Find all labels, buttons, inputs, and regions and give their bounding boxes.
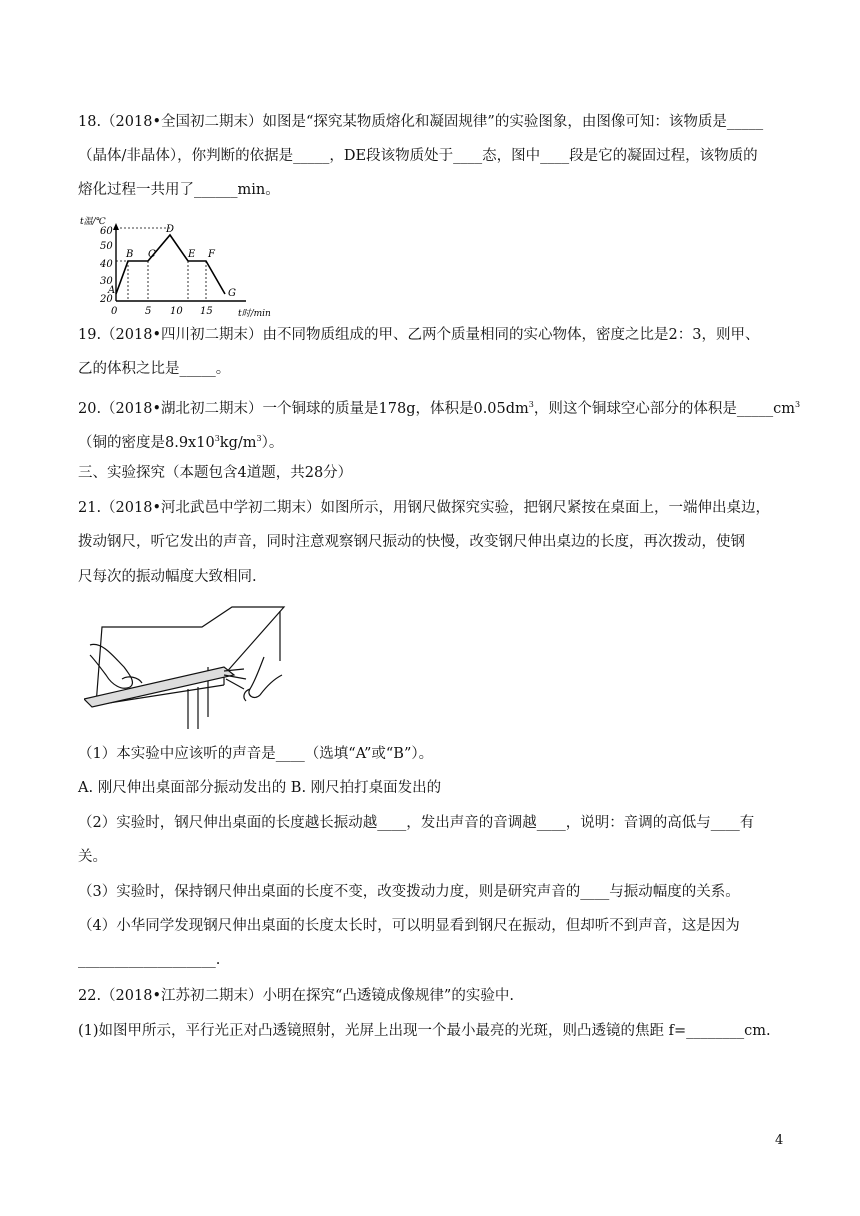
q18-line3: 熔化过程一共用了______min。 (78, 182, 280, 198)
q20-line2-text-c: ）。 (261, 434, 284, 451)
q20-line1 (78, 395, 800, 419)
point-label-a: A (108, 285, 116, 296)
temperature-curve (116, 235, 225, 294)
q19-line1: 19.（2018•四川初二期末）由不同物质组成的甲、乙两个质量相同的实心物体，密度之比是2：3，则甲、 (78, 327, 760, 343)
q22-sub1: (1)如图甲所示，平行光正对凸透镜照射，光屏上出现一个最小最亮的光斑，则凸透镜的焦距 f=________cm. (78, 1023, 771, 1039)
q22-line1: 22.（2018•江苏初二期末）小明在探究“凸透镜成像规律”的实验中. (78, 988, 514, 1004)
q20-sup-4: 3 (256, 434, 262, 443)
q20-sup-3: 3 (214, 434, 220, 443)
q21-line1: 21.（2018•河北武邑中学初二期末）如图所示，用钢尺做探究实验，把钢尺紧按在桌面上，一端伸出桌边， (78, 500, 771, 516)
point-label-d: D (166, 224, 175, 235)
q20-line2-text-b: kg/m (219, 434, 257, 451)
y-tick-30: 30 (100, 276, 113, 287)
y-tick-40: 40 (100, 259, 113, 270)
q21-sub3: （3）实验时，保持钢尺伸出桌面的长度不变，改变拨动力度，则是研究声音的____与振动幅度的关系。 (78, 884, 740, 900)
ruler-experiment-figure (84, 605, 290, 729)
q18-line1: 18.（2018•全国初二期末）如图是“探究某物质熔化和凝固规律”的实验图象，由图像可知：该物质是_____ (78, 114, 764, 130)
q20-sup-1: 3 (528, 400, 534, 409)
x-tick-10: 10 (170, 306, 183, 317)
x-tick-5: 5 (145, 306, 152, 317)
q19-line2: 乙的体积之比是_____。 (78, 361, 231, 377)
q21-sub2-line1: （2）实验时，钢尺伸出桌面的长度越长振动越____，发出声音的音调越____，说明：音调的高低与____有 (78, 815, 755, 831)
page-number: 4 (775, 1133, 784, 1148)
q21-sub4-line1: （4）小华同学发现钢尺伸出桌面的长度太长时，可以明显看到钢尺在振动，但却听不到声音，这是因为 (78, 918, 740, 934)
q21-sub1: （1）本实验中应该听的声音是____（选填“A”或“B”）。 (78, 746, 434, 762)
q21-options: A. 刚尺伸出桌面部分振动发出的 B. 刚尺拍打桌面发出的 (78, 780, 442, 796)
x-tick-15: 15 (200, 306, 213, 317)
point-label-e: E (188, 249, 196, 260)
q20-line1-text-a: 20.（2018•湖北初二期末）一个铜球的质量是178g，体积是0.05dm (78, 400, 529, 417)
graph-y-unit: t温/℃ (80, 217, 106, 227)
point-label-c: C (148, 249, 156, 260)
q21-line2: 拨动钢尺，听它发出的声音，同时注意观察钢尺振动的快慢，改变钢尺伸出桌边的长度，再次拨动，使钢 (78, 534, 745, 550)
point-label-g: G (228, 288, 236, 299)
point-label-b: B (126, 249, 134, 260)
q20-line2-text-a: （铜的密度是8.9x10 (78, 434, 215, 451)
q18-line2: （晶体/非晶体），你判断的依据是_____，DE段该物质处于____态，图中____段是它的凝固过程，该物质的 (78, 148, 758, 164)
q21-sub2-line2: 关。 (78, 849, 107, 865)
graph-x-unit: t时/min (238, 309, 271, 318)
q20-line2 (78, 429, 283, 453)
q21-line3: 尺每次的振动幅度大致相同. (78, 569, 257, 585)
y-tick-50: 50 (100, 241, 113, 252)
x-tick-0: 0 (111, 306, 118, 317)
q20-sup-2: 3 (795, 400, 801, 409)
point-label-f: F (208, 249, 215, 260)
melting-curve-graph (78, 214, 278, 318)
section-heading: 三、实验探究（本题包含4道题，共28分） (78, 465, 353, 481)
y-tick-60: 60 (100, 226, 113, 237)
q20-line1-text-b: ，则这个铜球空心部分的体积是_____cm (533, 400, 796, 417)
q21-sub4-line2: ___________________. (78, 952, 221, 968)
y-tick-20: 20 (100, 294, 113, 305)
